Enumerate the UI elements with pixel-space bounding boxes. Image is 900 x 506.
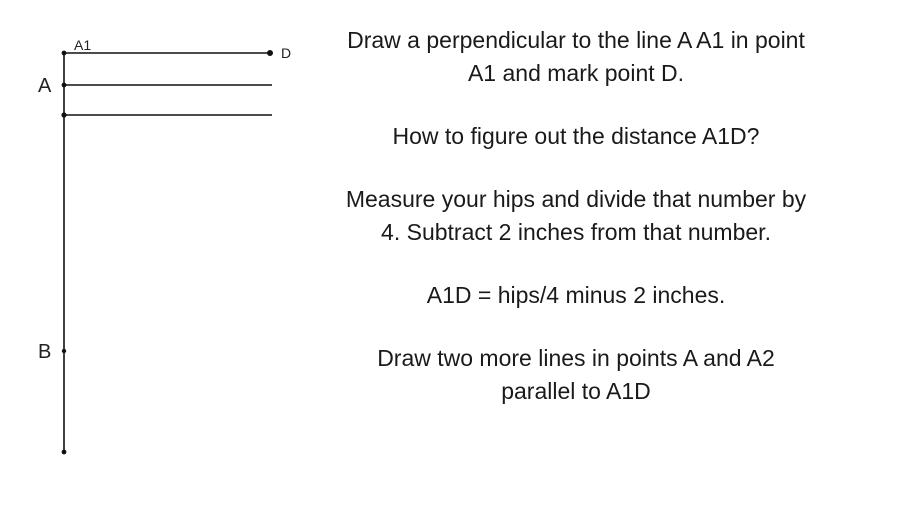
pattern-drafting-diagram [0, 0, 300, 506]
point-b [62, 349, 66, 353]
instruction-step-3: Measure your hips and divide that number by 4. Subtract 2 inches from that number. [345, 186, 807, 245]
label-a1: A1 [74, 37, 92, 53]
instructions-panel [300, 24, 852, 408]
label-d: D [281, 45, 292, 61]
point-d [267, 50, 273, 56]
label-a: A [38, 75, 52, 97]
instruction-step-2: How to figure out the distance A1D? [392, 123, 760, 149]
point-a1 [62, 51, 67, 56]
label-b: B [38, 341, 52, 363]
point-bottom [62, 450, 67, 455]
instruction-step-5: Draw two more lines in points A and A2 parallel to A1D [377, 345, 775, 404]
instruction-step-1: Draw a perpendicular to the line A A1 in point A1 and mark point D. [347, 27, 805, 86]
point-a2 [61, 112, 66, 117]
point-a [62, 83, 67, 88]
instruction-step-4: A1D = hips/4 minus 2 inches. [426, 282, 726, 308]
